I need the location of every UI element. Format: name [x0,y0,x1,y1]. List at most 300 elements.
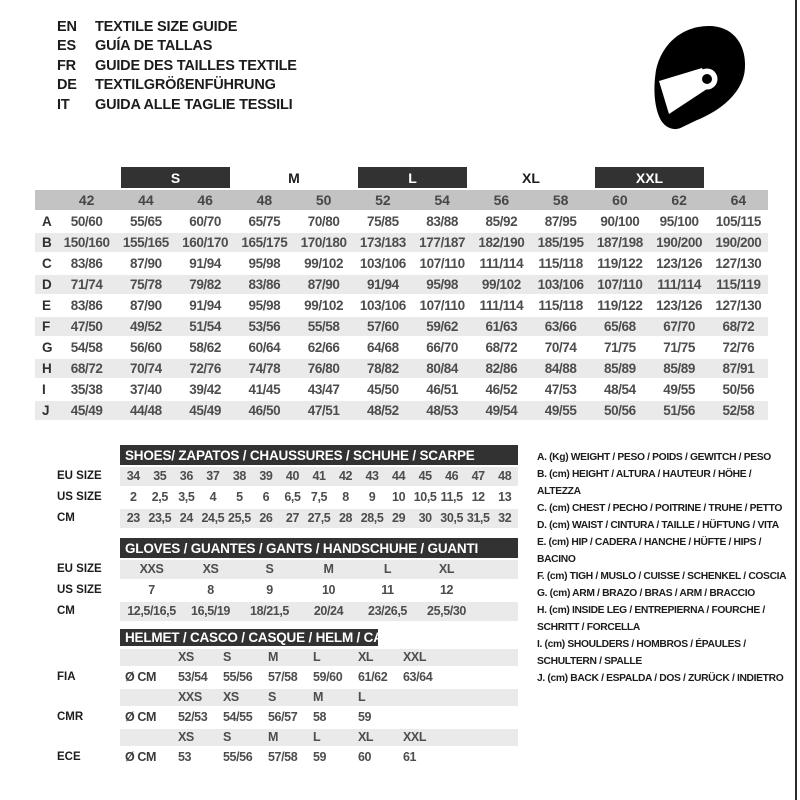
value-cell: 70/74 [544,340,577,355]
value-cell: 103/106 [359,256,406,271]
row-values [120,560,518,579]
value-cell: 58/62 [189,340,222,355]
value-cell: 49/55 [663,382,696,397]
value-cell: 71/74 [70,277,103,292]
value-cell: 43/47 [307,382,340,397]
value-cell: 64/68 [366,340,399,355]
row-label: FIA [57,671,76,683]
value-cell: 57/58 [268,670,298,684]
value-cell: 47/53 [544,382,577,397]
value-cell: 42 [338,469,353,483]
row-values [120,509,518,528]
value-cell: 45/49 [189,403,222,418]
value-cell: 45/49 [70,403,103,418]
row-values [120,467,518,486]
value-cell: 65/75 [248,214,281,229]
row-letter: C [42,256,52,271]
bottom-row [57,649,518,666]
helmet-rows [57,649,518,766]
guide-title: TEXTILE SIZE GUIDE [95,18,238,35]
value-cell: XL [438,562,455,576]
value-cell: 57/60 [366,319,399,334]
value-cell: 190/200 [715,235,762,250]
shoes-table-title: SHOES/ ZAPATOS / CHAUSSURES / SCHUHE / SCARPE [120,445,518,465]
measure-row-F [35,317,768,336]
diameter-unit [120,729,178,746]
value-cell: 48/52 [366,403,399,418]
row-label: EU SIZE [57,470,102,482]
measure-row-B [35,233,768,252]
row-label: CM [57,512,75,524]
row-values [120,602,518,621]
value-cell: 24 [179,511,193,525]
value-cell: 2 [129,490,137,504]
bottom-row [57,749,518,766]
value-cell: 190/200 [656,235,703,250]
value-cell: 115/119 [716,277,761,292]
value-cell: 6,5 [284,490,301,504]
value-cell: 87/95 [544,214,577,229]
row-letter: I [42,382,46,397]
value-cell: M [313,690,324,704]
value-cell: 103/106 [537,277,584,292]
shoes-header-row [57,445,518,465]
diameter-unit: Ø CM [125,750,157,764]
measure-row-J [35,401,768,420]
spacer [57,538,120,558]
guide-title: GUÍA DE TALLAS [95,38,213,55]
value-cell: 46/51 [426,382,459,397]
diameter-unit [120,689,178,706]
value-cell: 80/84 [426,361,459,376]
value-cell: 90/100 [600,214,640,229]
value-cell: 27 [285,511,299,525]
row-label: EU SIZE [57,563,102,575]
value-cell: 48 [498,469,512,483]
value-cell: 59 [358,710,372,724]
value-cell: 71/75 [663,340,696,355]
row-label: US SIZE [57,491,102,503]
row-values [120,669,518,686]
value-cell: 54/58 [70,340,103,355]
value-cell: 99/102 [304,298,344,313]
value-cell: 87/90 [129,256,162,271]
value-cell: 107/110 [419,256,465,271]
size-60: 60 [612,192,628,208]
measure-row-I [35,380,768,399]
legend-item-J: J. (cm) BACK / ESPALDA / DOS / ZURÜCK / INDIETRO [537,673,784,684]
row-label: US SIZE [57,584,102,596]
value-cell: 45 [418,469,432,483]
value-cell: 39 [259,469,273,483]
value-cell: 66/70 [426,340,459,355]
value-cell: 52/53 [178,710,208,724]
value-cell: 85/92 [485,214,518,229]
row-label [57,729,120,746]
row-values [120,729,518,746]
measure-row-E [35,296,768,315]
value-cell: 107/110 [419,298,465,313]
spacer [57,445,120,465]
size-44: 44 [138,192,154,208]
value-cell: 30,5 [440,511,464,525]
value-cell: 27,5 [307,511,331,525]
value-cell: 115/118 [538,256,583,271]
row-label: ECE [57,751,81,763]
value-cell: 25,5 [228,511,251,525]
value-cell: 7 [148,583,155,597]
value-cell: 29 [392,511,406,525]
bottom-row [57,467,518,486]
value-cell: 119/122 [597,298,643,313]
diameter-unit: Ø CM [125,710,157,724]
value-cell: 85/89 [663,361,696,376]
value-cell: 61/62 [358,670,388,684]
value-cell: 37/40 [129,382,162,397]
value-cell: 52/58 [722,403,755,418]
row-values [120,581,518,600]
guide-title: GUIDA ALLE TAGLIE TESSILI [95,96,293,113]
value-cell: 31,5 [466,511,490,525]
value-cell: 62/66 [307,340,340,355]
legend-item-E: E. (cm) HIP / CADERA / HANCHE / HÜFTE / HIPS / BACINO [537,537,762,565]
value-cell: 59/62 [426,319,459,334]
value-cell: 41/45 [248,382,281,397]
title-line-DE [57,76,297,96]
value-cell: M [323,562,334,576]
size-64: 64 [730,192,747,208]
value-cell: 8 [207,583,214,597]
textile-size-table [35,167,768,422]
value-cell: XL [358,730,374,744]
title-line-EN [57,17,297,37]
value-cell: 71/75 [603,340,636,355]
value-cell: 8 [342,490,349,504]
value-cell: 95/98 [426,277,459,292]
value-cell: 18/21,5 [250,604,289,618]
bottom-row [57,709,518,726]
bottom-row [57,488,518,507]
row-label: CMR [57,711,84,723]
size-group-XXL: XXL [595,167,704,188]
value-cell: 91/94 [189,298,222,313]
value-cell: 83/88 [426,214,459,229]
value-cell: S [223,730,231,744]
language-code: IT [57,96,70,113]
value-cell: 68/72 [485,340,518,355]
value-cell: 76/80 [307,361,340,376]
value-cell: 25,5/30 [427,604,466,618]
row-letter: H [42,361,52,376]
value-cell: 34 [126,469,140,483]
value-cell: 79/82 [189,277,222,292]
value-cell: 70/74 [129,361,162,376]
value-cell: 23 [126,511,140,525]
page-right-border [795,0,797,800]
size-48: 48 [256,192,273,208]
value-cell: 46 [445,469,459,483]
value-cell: 44/48 [129,403,162,418]
bottom-row [57,602,518,621]
value-cell: 72/76 [722,340,755,355]
value-cell: 26 [259,511,273,525]
value-cell: 6 [262,490,270,504]
value-cell: 11 [381,583,394,597]
value-cell: 61/63 [485,319,518,334]
value-cell: L [383,562,392,576]
value-cell: 28,5 [360,511,384,525]
spacer [57,629,120,646]
value-cell: 173/183 [359,235,406,250]
size-62: 62 [671,192,687,208]
legend-item-B: B. (cm) HEIGHT / ALTURA / HAUTEUR / HÖHE / ALTEZZA [537,469,752,497]
row-letter: F [42,319,50,334]
row-letter: A [42,214,52,229]
value-cell: 23/26,5 [368,604,407,618]
row-letter: D [42,277,52,292]
guide-title: GUIDE DES TAILLES TEXTILE [95,57,297,74]
size-46: 46 [197,192,213,208]
measure-row-G [35,338,768,357]
gloves-header-row [57,538,518,558]
title-line-FR [57,56,297,76]
value-cell: 115/118 [538,298,583,313]
accessory-tables [57,445,518,776]
legend-item-G: G. (cm) ARM / BRAZO / BRAS / ARM / BRACCIO [537,588,755,599]
value-cell: 91/94 [189,256,222,271]
value-cell: 83/86 [70,256,103,271]
value-cell: 4 [209,490,217,504]
value-cell: 40 [285,469,299,483]
value-cell: 60/70 [189,214,222,229]
value-cell: 48/53 [426,403,459,418]
value-cell: XS [202,562,219,576]
value-cell: 83/86 [248,277,281,292]
value-cell: 84/88 [544,361,577,376]
value-cell: 7,5 [310,490,328,504]
value-cell: 53/54 [178,670,208,684]
value-cell: 50/56 [603,403,636,418]
value-cell: 56/57 [268,710,298,724]
value-cell: 123/126 [656,256,703,271]
value-cell: 50/60 [70,214,103,229]
value-cell [403,709,448,726]
value-cell: 55/56 [223,670,253,684]
gloves-size-table [57,538,518,621]
bottom-row [57,509,518,528]
value-cell: 13 [498,490,512,504]
size-group-XL: XL [522,169,540,186]
value-cell: 39/42 [189,382,222,397]
size-56: 56 [493,192,510,208]
value-cell: 95/100 [659,214,699,229]
value-cell: 150/160 [63,235,110,250]
value-cell: 10,5 [413,490,437,504]
bottom-row [57,729,518,746]
value-cell: 107/110 [597,277,643,292]
value-cell: 61 [403,750,417,764]
measure-row-C [35,254,768,273]
value-cell: 119/122 [597,256,643,271]
value-cell: 75/78 [129,277,162,292]
bottom-row [57,689,518,706]
value-cell: 47/50 [70,319,103,334]
value-cell: 111/114 [479,256,524,271]
size-group-L: L [358,167,467,188]
value-cell: 60/64 [248,340,281,355]
value-cell: 58 [313,710,327,724]
legend-item-H: H. (cm) INSIDE LEG / ENTREPIERNA / FOURCHE / SCHRITT / FORCELLA [537,605,765,633]
value-cell: 55/58 [307,319,340,334]
helmet-size-table [57,629,518,766]
value-cell: 51/56 [663,403,696,418]
value-cell: 182/190 [478,235,525,250]
measure-row-A [35,212,768,231]
value-cell: 49/55 [544,403,577,418]
value-cell: 30 [418,511,432,525]
value-cell: 48/54 [603,382,636,397]
value-cell: 155/165 [122,235,169,250]
value-cell: 63/66 [544,319,577,334]
row-label: CM [57,605,75,617]
value-cell: S [223,650,231,664]
value-cell: 50/56 [722,382,755,397]
value-cell: 105/115 [715,214,761,229]
value-cell: 20/24 [313,604,344,618]
row-values [120,689,518,706]
value-cell: 44 [392,469,406,483]
row-letter: E [42,298,51,313]
value-cell: 38 [232,469,246,483]
value-cell: S [268,690,276,704]
value-cell: 35/38 [70,382,103,397]
helmet-header-row [57,629,518,646]
row-values [120,649,518,666]
diameter-unit [120,649,178,666]
size-58: 58 [552,192,569,208]
value-cell [403,689,448,706]
value-cell: 99/102 [304,256,344,271]
language-code: EN [57,18,77,35]
value-cell: 37 [206,469,220,483]
value-cell: 10 [392,490,406,504]
value-cell: 187/198 [596,235,643,250]
gloves-rows [57,560,518,621]
value-cell: 63/64 [403,670,433,684]
title-block [57,17,297,115]
value-cell: 127/130 [715,256,762,271]
gloves-table-title: GLOVES / GUANTES / GANTS / HANDSCHUHE / GUANTI [120,538,518,558]
value-cell: 11,5 [440,490,463,504]
value-cell: 111/114 [479,298,524,313]
measure-row-H [35,359,768,378]
value-cell: 5 [236,490,243,504]
size-50: 50 [315,192,332,208]
bottom-row [57,560,518,579]
value-cell: XXL [403,650,427,664]
legend-item-F: F. (cm) TIGH / MUSLO / CUISSE / SCHENKEL / COSCIA [537,571,787,582]
value-cell: 36 [179,469,193,483]
value-cell: 32 [498,511,512,525]
value-cell: XS [178,650,194,664]
value-cell: 12,5/16,5 [127,604,176,618]
row-values [120,749,518,766]
value-cell: 87/90 [307,277,340,292]
value-cell: 28 [338,511,353,525]
value-cell: 56/60 [129,340,162,355]
value-cell: 83/86 [70,298,103,313]
size-54: 54 [434,192,450,208]
value-cell: XS [223,690,239,704]
value-cell: 41 [312,469,326,483]
value-cell: 12 [471,490,485,504]
value-cell: 82/86 [485,361,518,376]
value-cell: 85/89 [603,361,636,376]
size-42: 42 [78,192,95,208]
value-cell: 160/170 [182,235,229,250]
value-cell: XXL [403,730,427,744]
value-cell: 9 [266,583,273,597]
value-cell: 53 [178,750,192,764]
value-cell: 111/114 [657,277,701,292]
guide-title: TEXTILGRÖßENFÜHRUNG [95,77,276,94]
value-cell: 9 [368,490,376,504]
row-letter: J [42,403,50,418]
value-cell: 170/180 [300,235,347,250]
value-cell: 51/54 [189,319,222,334]
row-letter: G [42,340,53,355]
legend-item-I: I. (cm) SHOULDERS / HOMBROS / ÉPAULES / SCHULTERN / SPALLE [537,639,746,667]
value-cell: 68/72 [722,319,755,334]
value-cell: 68/72 [70,361,103,376]
bottom-row [57,581,518,600]
value-cell: 12 [439,583,454,597]
helmet-table-title: HELMET / CASCO / CASQUE / HELM / CASCO [120,629,378,646]
row-values [120,488,518,507]
value-cell: L [313,730,321,744]
value-cell: 99/102 [481,277,521,292]
value-cell: 55/56 [223,750,253,764]
size-group-M: M [288,169,300,186]
shoes-rows [57,467,518,528]
language-code: FR [57,57,76,74]
racing-helmet-icon [648,24,752,130]
value-cell: 95/98 [248,298,281,313]
title-line-ES [57,37,297,57]
value-cell: XXS [178,690,202,704]
measurement-rows [35,212,768,420]
measurement-legend [537,449,795,687]
shoes-size-table [57,445,518,528]
value-cell: 75/85 [366,214,399,229]
value-cell: 59/60 [313,670,343,684]
value-cell: L [358,690,366,704]
value-cell: 2,5 [151,490,168,504]
bottom-row [57,669,518,686]
value-cell: 49/52 [129,319,162,334]
value-cell: 67/70 [663,319,696,334]
value-cell: 35 [153,469,167,483]
value-cell: L [313,650,321,664]
euro-sizes-row [35,190,768,210]
value-cell: 165/175 [241,235,288,250]
value-cell: 103/106 [359,298,406,313]
language-code: DE [57,77,77,94]
value-cell: 46/52 [485,382,518,397]
value-cell: M [268,650,279,664]
value-cell: 78/82 [366,361,399,376]
value-cell: 60 [358,750,372,764]
